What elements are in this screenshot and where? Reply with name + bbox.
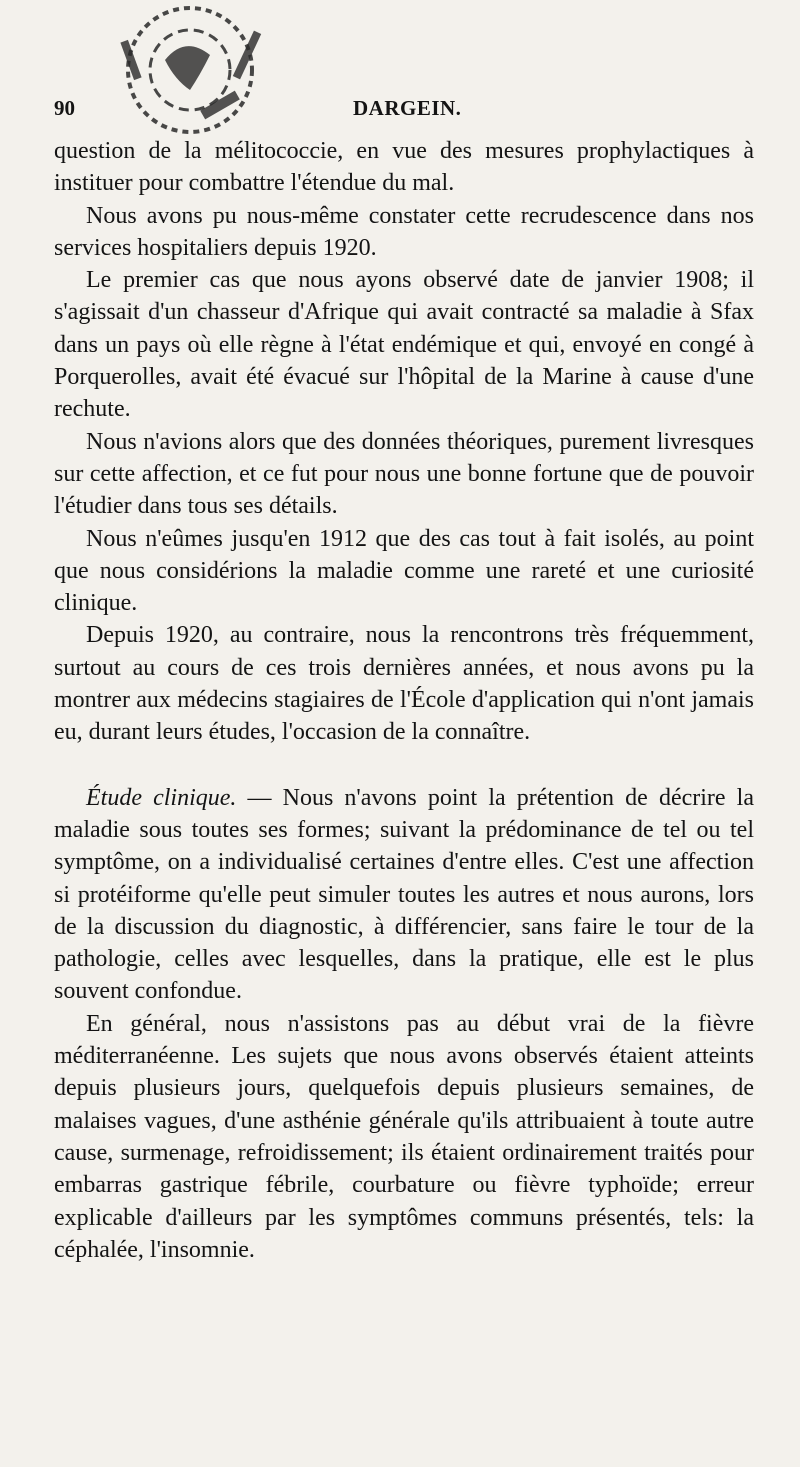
section-heading: Étude clinique. (86, 784, 237, 811)
paragraph: Nous n'avions alors que des données théoriques, purement livresques sur cette affection, et ce fut pour nous une bonne fortune que de pouvoir l'étudier dans tous ses détails. (54, 428, 754, 520)
paragraph: question de la mélitococcie, en vue des mesures prophylactiques à instituer pour combattre l'étendue du mal. (54, 138, 754, 197)
section-dash: — (236, 784, 283, 811)
paragraph: Nous avons pu nous-même constater cette recrudescence dans nos services hospitaliers depuis 1920. (54, 202, 754, 261)
section-paragraph (54, 782, 754, 1008)
body-text (54, 135, 754, 1266)
paragraph: Nous n'eûmes jusqu'en 1912 que des cas tout à fait isolés, au point que nous considérions la maladie comme une rareté et une curiosité clinique. (54, 525, 754, 617)
running-head: DARGEIN. (353, 96, 462, 120)
paragraph: Le premier cas que nous ayons observé date de janvier 1908; il s'agissait d'un chasseur d'Afrique qui avait contracté sa maladie à Sfax dans un pays où elle règne à l'état endémique et qui, envoyé en congé à Porquerolles, avait été évacué sur l'hôpital de la Marine à cause d'une rechute. (54, 267, 754, 423)
section-text: Nous n'avons point la prétention de décrire la maladie sous toutes ses formes; suivant la prédominance de tel ou tel symptôme, on a individualisé certaines d'entre elles. C'est une affection si protéiforme qu'elle peut simuler toutes les autres et nous aurons, lors de la discussion du diagnostic, à différencier, sans faire le tour de la pathologie, celles avec lesquelles, dans la pratique, elle est le plus souvent confondue. (54, 784, 754, 1005)
paragraph: Depuis 1920, au contraire, nous la rencontrons très fréquemment, surtout au cours de ces trois dernières années, et nous avons pu la montrer aux médecins stagiaires de l'École d'application qui n'ont jamais eu, durant leurs études, l'occasion de la connaître. (54, 622, 754, 746)
page-number: 90 (54, 96, 75, 120)
paragraph: En général, nous n'assistons pas au début vrai de la fièvre méditerranéenne. Les sujets que nous avons observés étaient atteints depuis plusieurs jours, quelquefois depuis plusieurs semaines, de malaises vagues, d'une asthénie générale qu'ils attribuaient à toute autre cause, surmenage, refroidissement; ils étaient ordinairement traités pour embarras gastrique fébrile, courbature ou fièvre typhoïde; erreur explicable d'ailleurs par les symptômes communs présentés, tels: la céphalée, l'insomnie. (54, 1010, 754, 1263)
page-header (0, 96, 800, 128)
